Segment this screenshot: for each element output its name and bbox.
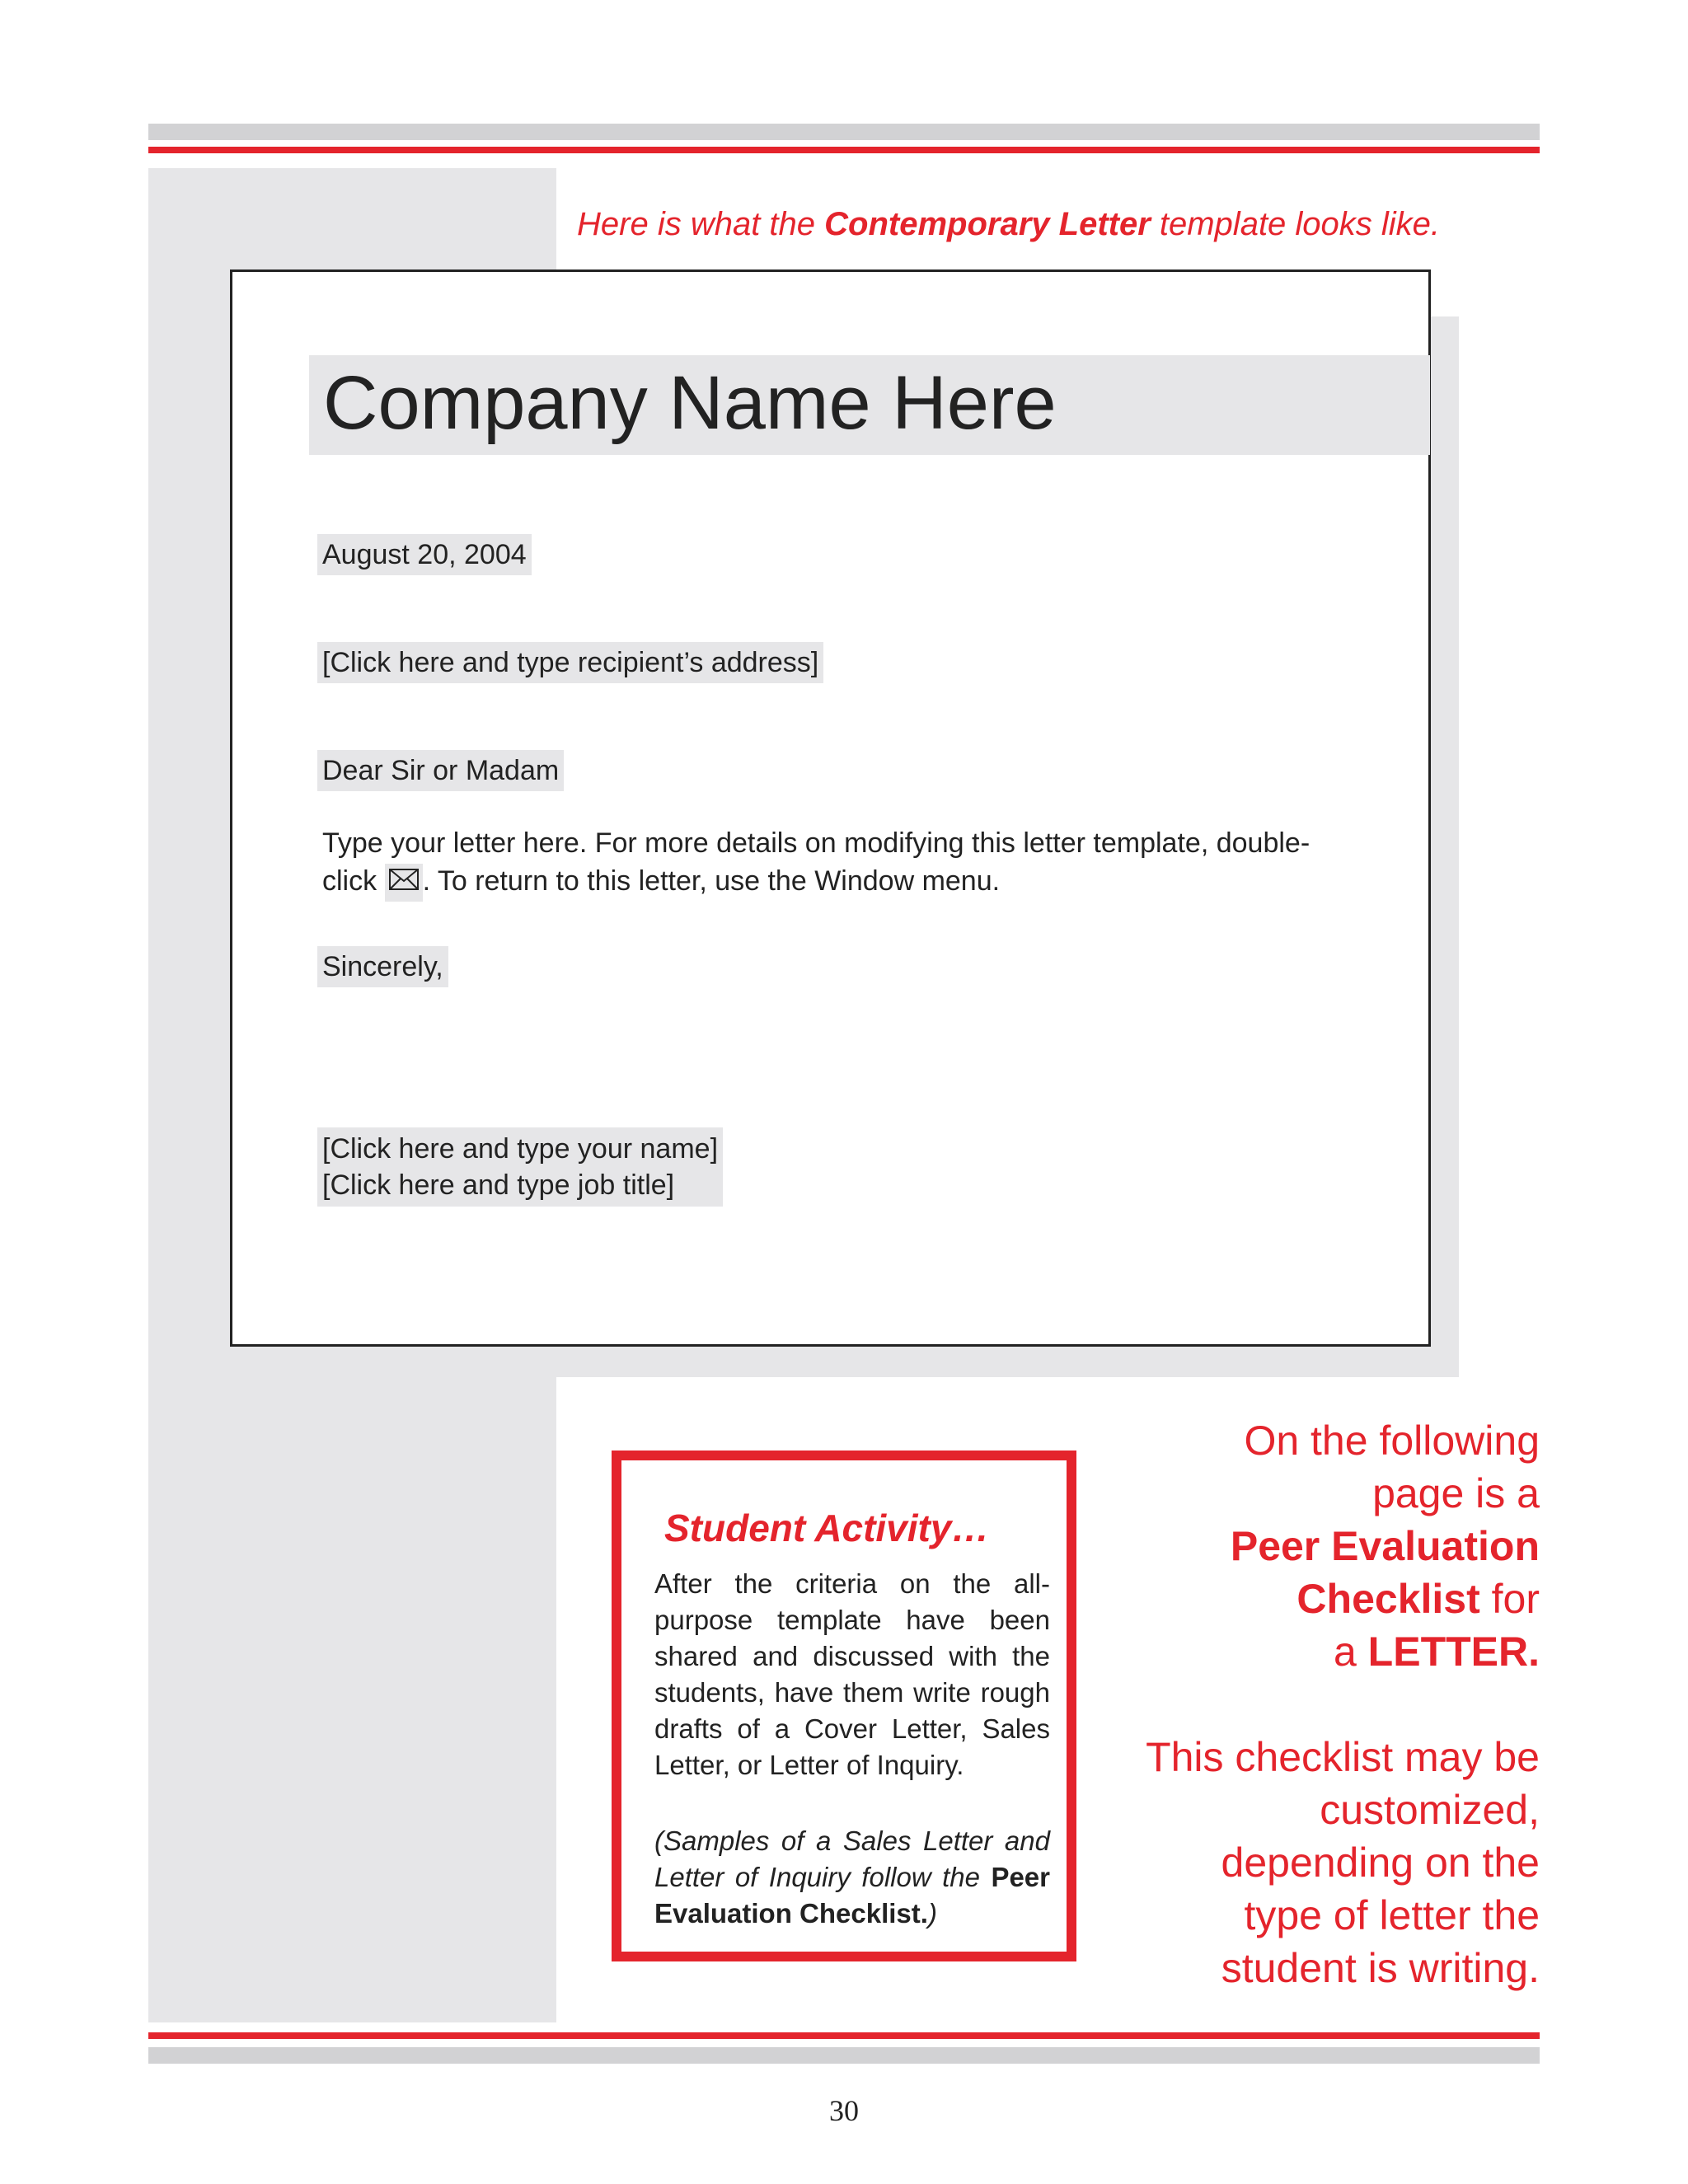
page-number: 30 <box>829 2094 859 2127</box>
customize-note <box>1146 1731 1540 1994</box>
note-line-5-pre: a <box>1333 1629 1368 1675</box>
company-name[interactable]: Company Name Here <box>323 361 1057 445</box>
custom-line-1: This checklist may be <box>1146 1734 1540 1780</box>
note-line-4-rest: for <box>1479 1576 1540 1622</box>
intro-text-end: template looks like. <box>1150 206 1441 242</box>
student-activity-box <box>612 1451 1076 1961</box>
letter-body <box>322 824 1310 902</box>
body-line-1: Type your letter here. For more details on modifying this letter template, double- <box>322 827 1311 859</box>
name-field[interactable]: [Click here and type your name] <box>322 1133 719 1165</box>
body-line-2-start: click <box>322 865 377 897</box>
top-red-rule <box>148 147 1540 153</box>
bottom-gray-rule <box>148 2047 1540 2064</box>
activity-note-italic: (Samples of a Sales Letter and Letter of Inquiry follow the <box>654 1825 1050 1892</box>
activity-note-close: ) <box>927 1898 937 1929</box>
note-line-5 <box>1231 1625 1540 1678</box>
custom-line-4: type of letter the <box>1244 1892 1540 1938</box>
custom-line-3: depending on the <box>1221 1840 1540 1886</box>
body-line-2 <box>322 862 1310 902</box>
intro-caption <box>577 206 1440 243</box>
intro-template-name: Contemporary Letter <box>824 206 1151 242</box>
note-line-3: Peer Evaluation <box>1230 1523 1540 1569</box>
note-line-1: On the following <box>1244 1418 1540 1464</box>
activity-title: Student Activity… <box>664 1507 990 1549</box>
custom-line-2: customized, <box>1320 1787 1540 1833</box>
note-line-2: page is a <box>1372 1470 1540 1516</box>
bottom-red-rule <box>148 2032 1540 2039</box>
signature-block[interactable] <box>317 1127 723 1207</box>
activity-body: After the criteria on the all-purpose template have been shared and discussed with the students, have them write rough drafts of a Cover Letter, Sales Letter, or Letter of Inquiry. <box>654 1568 1050 1780</box>
note-line-5-bold: LETTER. <box>1367 1629 1540 1675</box>
body-line-2-end: . To return to this letter, use the Window menu. <box>422 865 1001 897</box>
custom-line-5: student is writing. <box>1221 1945 1540 1991</box>
date-field[interactable]: August 20, 2004 <box>317 534 532 575</box>
closing-field[interactable]: Sincerely, <box>317 946 448 987</box>
top-gray-rule <box>148 124 1540 140</box>
envelope-icon[interactable] <box>385 864 423 902</box>
following-page-note <box>1231 1414 1540 1678</box>
note-line-4 <box>1231 1572 1540 1625</box>
intro-text: Here is what the <box>577 206 825 242</box>
job-title-field[interactable]: [Click here and type job title] <box>322 1169 675 1201</box>
activity-note <box>654 1823 1050 1932</box>
recipient-address-field[interactable]: [Click here and type recipient’s address] <box>317 642 823 683</box>
activity-note-bold: Peer Evaluation Checklist. <box>654 1862 1050 1929</box>
salutation-field[interactable]: Dear Sir or Madam <box>317 750 564 791</box>
note-line-4-bold: Checklist <box>1296 1576 1480 1622</box>
letter-template-preview <box>230 269 1431 1347</box>
